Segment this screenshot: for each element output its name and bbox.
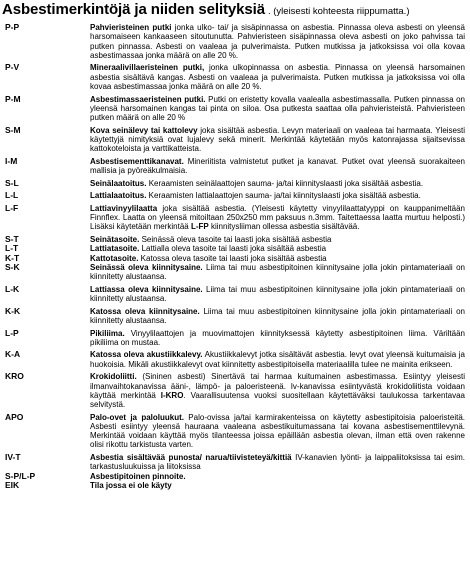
entry-code: K-A — [5, 349, 21, 360]
entry-description — [90, 23, 468, 60]
entry-code: IV-T — [5, 452, 21, 463]
entry-description — [90, 372, 468, 409]
entry-name: Asbestimassaeristeinen putki. — [90, 94, 206, 104]
entry-description — [90, 126, 468, 154]
entry-text: Putki on eristetty kovalla vaalealla asbestimassalla. Putken pinnassa on yleensä harsomainen kangas tai pinta on siloa. Osa putkesta saattaa olla pahvieristeistä. Pahvieristeen putken määrä on alle 20 % — [90, 94, 466, 123]
entry-text: joka sisältää asbestia. Levyn materiaali on vaaleaa tai harmaata. Yleisesti käytettyjä nimityksiä ovat lujalevy sekä minerit. Merkintää käytetään myös katonrajassa sijaitsevissa kattokoteloista ja varttikatteista. — [90, 125, 466, 154]
entry-text: Lattialla oleva tasoite tai laasti joka sisältää asbestia — [139, 244, 327, 254]
entry-name: Seinälaatoitus. — [90, 178, 147, 188]
entry-code: L-K — [5, 283, 20, 294]
entry-description — [90, 285, 468, 304]
entry-name: Lattiatasoite. — [90, 244, 140, 254]
entry-l-l — [2, 191, 468, 200]
entry-code: K-K — [5, 305, 21, 316]
entry-text: jonka ulkopinnassa on asbestia. Pinnassa on yleensä harsomainen asbestia sisältävä kangas. Asbesti on vaaleaa ja pulverimaista. Putken mutkissa ja jatkoksissa voi olla kovaa asbestimassaa jonka määrä on alle 20 %. — [90, 63, 466, 91]
entry-text: Mineriitista valmistetut putket ja kanavat. Putket ovat yleensä suorakaiteen mallisia ja pyöreäkulmaisia. — [90, 156, 465, 176]
entry-description — [90, 254, 468, 263]
entry-extra-text: kiinnitysliiman ollessa asbestia sisältävää. — [208, 222, 360, 232]
entry-name: Katossa oleva akustiikkalevy. — [90, 350, 203, 360]
entry-description — [90, 263, 468, 282]
entry-text: IV-kanavien lyönti- ja laippaliitoksissa tai esim. tarkastusluukuissa ja liitoksissa — [90, 453, 465, 472]
entry-text: Liima tai muu asbestipitoinen kiinnitysaine jolla jokin pintamateriaali on kiinnitetty alustaansa. — [90, 306, 465, 325]
entry-name: Asbestipitoinen pinnoite. — [90, 471, 186, 481]
entry-name: Asbestisementtikanavat. — [90, 156, 184, 166]
entry-description — [90, 307, 468, 326]
entry-code: L-L — [5, 190, 19, 201]
entry-i-m — [2, 157, 468, 176]
entry-name: Lattialaatoitus. — [90, 191, 147, 201]
entry-text: Seinässä oleva tasoite tai laasti joka sisältää asbestia — [139, 235, 332, 245]
entry-text: Keraamisten lattialaattojen sauma- ja/tai kiinnityslaasti joka sisältää asbestia. — [146, 191, 421, 201]
entry-iv-t — [2, 453, 468, 472]
entry-k-a — [2, 350, 468, 369]
entry-text: Vinyylilaattojen ja muovimattojen kiinnityksessä käytetty asbestipitoinen liima. Väriltään pikiliima on mustaa. — [90, 328, 465, 347]
entry-p-p — [2, 23, 468, 60]
document-subtitle: . (yleisesti kohteesta riippumatta.) — [267, 6, 410, 17]
entry-code: K-T — [5, 252, 20, 263]
entry-name: Lattiavinyylilaatta — [90, 203, 158, 213]
entry-code: S-M — [5, 124, 21, 135]
entry-description — [90, 157, 468, 176]
entry-name: Mineraalivillaeristeinen putki, — [90, 63, 205, 73]
entry-text: Liima tai muu asbestipitoinen kiinnitysaine jolla jokin pintamateriaali on kiinnitetty alustaansa. — [90, 262, 465, 282]
entry-name: Palo-ovet ja paloluukut. — [90, 412, 184, 422]
entry-extra-code: I-KRO — [160, 390, 184, 400]
entry-description — [90, 191, 468, 200]
entry-code: EIK — [5, 479, 20, 490]
entry-name: Katossa oleva kiinnitysaine. — [90, 306, 200, 316]
entry-name: Seinässä oleva kiinnitysaine. — [90, 262, 203, 272]
entry-description — [90, 453, 468, 472]
entry-code: APO — [5, 411, 24, 422]
entry-description — [90, 481, 468, 490]
entry-extra-code: L-FP — [190, 222, 209, 232]
entry-eik — [2, 481, 468, 490]
entry-description — [90, 204, 468, 232]
entry-description — [90, 235, 468, 244]
entry-code: L-P — [5, 327, 19, 338]
title-row — [2, 1, 468, 18]
entry-description — [90, 413, 468, 450]
entry-name: Pahvieristeinen putki — [90, 23, 172, 32]
entry-apo — [2, 413, 468, 450]
entry-s-p-l-p — [2, 472, 468, 481]
entry-k-k — [2, 307, 468, 326]
entry-description — [90, 63, 468, 91]
entry-extra-text: . Vaarallisuutensa vuoksi suositellaan käytettäväksi taulukossa tarkentavaa selvitystä. — [90, 390, 465, 410]
entry-text: jonka ulko- tai/ ja sisäpinnassa on asbestia. Pinnassa oleva asbesti on yleensä harsomaiseen kankaaseen sitoutunutta. Pahvieristeen sisäpinnassa oleva asbesti on joko pahvissa tai putken pinnassa. Asbesti on vaaleaa ja pulverimaista. Putken mutkissa ja jatkoksissa voi olla kovaa asbestimassaa jonka määrä on alle 20 %. — [90, 23, 466, 60]
entry-name: Lattiassa oleva kiinnitysaine. — [90, 284, 203, 294]
entry-l-p — [2, 329, 468, 348]
entry-p-m — [2, 95, 468, 123]
entry-text: Liima tai muu asbestipitoinen kiinnitysaine jolla jokin pintamateriaali on kiinnitetty alustaansa. — [90, 284, 465, 304]
entry-name: Kattotasoite. — [90, 253, 139, 263]
entry-name: Asbestia sisältävää punosta/ narua/tiivisteteyä/kittiä — [90, 453, 292, 463]
entry-description — [90, 472, 468, 481]
entry-kro — [2, 372, 468, 409]
entry-k-t — [2, 254, 468, 263]
entry-code: P-V — [5, 62, 20, 73]
entry-l-f — [2, 204, 468, 232]
entry-code: S-P/L-P — [5, 470, 36, 481]
entry-text: Palo-ovissa ja/tai karmirakenteissa on käytetty asbestipitoisia paloeristeitä. Asbesti esiintyy yleensä hauraana vaaleana asbestikuitumassana tai kovana asbestisementtilevynä. Merkintää voidaan käyttää myös tilanteessa joissa epäillään asbestia olevan, ilman että oven rakenne olisi rikottu tarkistusta varten. — [90, 412, 465, 450]
entry-code: S-T — [5, 234, 19, 245]
entry-text: Akustiikkalevyt jotka sisältävät asbestia. levyt ovat yleensä kuitumaisia ja huokoisia. Mikäli akustiikkalevyt ovat kiinnitetty asbestipitoisella materiaalilla tulee ne mainita erikseen. — [90, 350, 465, 369]
entry-code: L-F — [5, 202, 19, 213]
entry-s-m — [2, 126, 468, 154]
entry-text: joka sisältää asbestia. (Yleisesti käytetty vinyylilaattatyyppi on kauppanimeltään Finnflex. Laatta on yleensä mitoiltaan 250x250 mm paksuus n.3mm. Taitettaessa laatta murtuu helposti.) Lisäksi käytetään merkintää — [90, 203, 465, 232]
entry-description — [90, 95, 468, 123]
entry-text: Keraamisten seinälaattojen sauma- ja/tai kiinnityslaasti joka sisältää asbestia. — [146, 178, 424, 188]
entry-name: Seinätasoite. — [90, 235, 140, 245]
entry-l-k — [2, 285, 468, 304]
entry-code: P-P — [5, 22, 20, 32]
entry-code: S-K — [5, 261, 20, 272]
entry-text: Katossa oleva tasoite tai laasti joka sisältää asbestia — [138, 253, 327, 263]
entry-s-t — [2, 235, 468, 244]
entry-code: I-M — [5, 155, 18, 166]
entry-p-v — [2, 63, 468, 91]
entry-code: P-M — [5, 93, 21, 104]
entry-name: Krokidoliitti. — [90, 372, 137, 382]
entry-code: L-T — [5, 243, 19, 254]
entry-code: KRO — [5, 371, 24, 382]
entry-description — [90, 329, 468, 348]
entry-description — [90, 179, 468, 188]
entry-s-k — [2, 263, 468, 282]
entry-description — [90, 244, 468, 253]
entry-name: Pikiliima. — [90, 328, 125, 338]
document-title: Asbestimerkintöjä ja niiden selityksiä — [2, 1, 265, 18]
entry-l-t — [2, 244, 468, 253]
entry-name: Kova seinälevy tai kattolevy — [90, 125, 198, 135]
entry-code: S-L — [5, 177, 19, 188]
entry-s-l — [2, 179, 468, 188]
entry-description — [90, 350, 468, 369]
entry-name: Tila jossa ei ole käyty — [90, 480, 172, 490]
entry-text: (Sininen asbesti) Sinertävä tai harmaa kuitumainen asbestimassa. Esiintyy yleisesti ilmanvaihtokanavissa ääni-, lämpö- ja paloeristeenä. Iv-kanavissa esiintyvästä krokidoliitista voidaan käyttää merkintää — [90, 372, 465, 400]
